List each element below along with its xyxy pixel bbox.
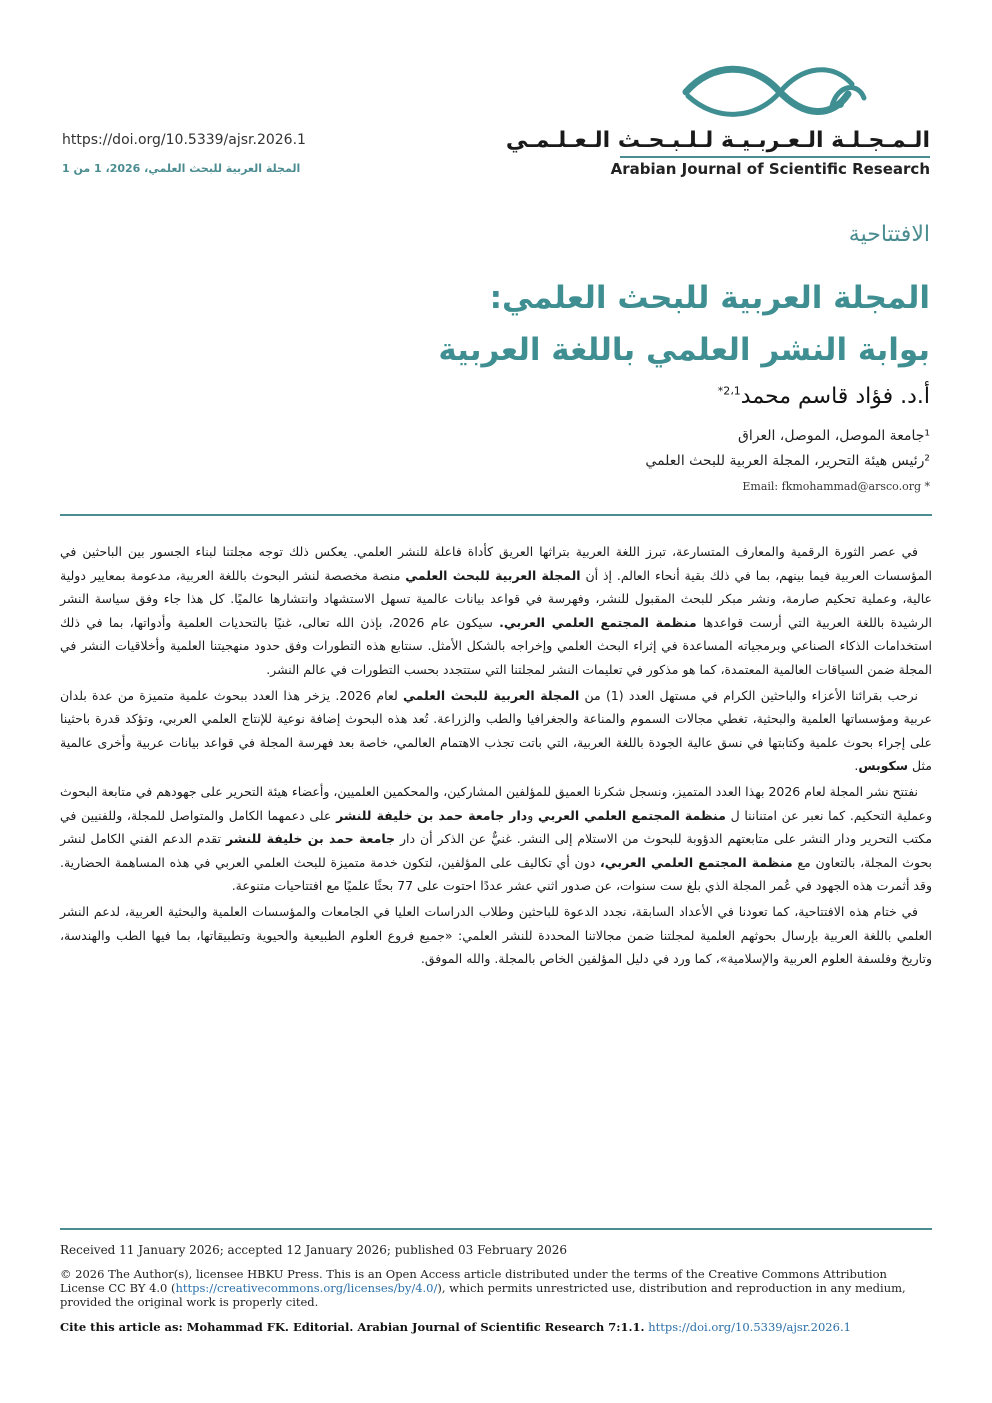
scopus-bold: سكوبس (858, 758, 909, 774)
text-run: و (527, 807, 538, 823)
cite-this-article (60, 1320, 851, 1334)
cite-label: Cite this article as: Mohammad FK. Editorial. Arabian Journal of Scientific Research 7:1.1. (60, 1320, 645, 1334)
footer-divider (60, 1228, 932, 1230)
journal-name-bold: المجلة العربية للبحث العلمي (405, 567, 581, 583)
journal-name-bold: المجلة العربية للبحث العلمي (402, 687, 580, 703)
article-title-line-2: بوابة النشر العلمي باللغة العربية (438, 332, 930, 368)
article-title (50, 272, 930, 376)
organization-name-bold: منظمة المجتمع العلمي العربي. (499, 614, 697, 630)
cite-doi-link[interactable]: https://doi.org/10.5339/ajsr.2026.1 (648, 1320, 851, 1334)
organization-name-bold: منظمة المجتمع العلمي العربي، (600, 854, 793, 870)
journal-name-arabic: الـمـجـلـة الـعـربـيـة لـلـبـحـث الـعـلـمـي (505, 128, 930, 153)
section-label: الافتتاحية (848, 222, 930, 247)
paragraph-2 (60, 684, 932, 778)
header-divider (60, 514, 932, 516)
author-email[interactable]: Email: fkmohammad@arsco.org * (742, 480, 930, 493)
journal-wave-logo-icon (682, 54, 870, 126)
article-title-line-1: المجلة العربية للبحث العلمي: (489, 280, 930, 316)
text-run: سيكون عام 2026، بإذن الله تعالى، غنيًا بالتحديات العلمية وأدواتها، بما في ذلك استخدامات الذكاء الصناعي وبرمجياته المساعدة في إثراء البحث العلمي وإخراجه بالشكل الأمثل. سنتابع هذه التطورات وفق حدود منهجيتنا العلمية وأخلاقيات النشر في المجلة ضمن السياقات العالمية المعتمدة، كما هو مذكور في تعليمات النشر لمجلتنا التي ستتجدد بحسب التطورات في عالم النشر. (60, 614, 932, 677)
running-citation: المجلة العربية للبحث العلمي، 2026، 1 من 1 (62, 162, 301, 175)
text-run: في عصر الثورة الرقمية والمعارف المتسارعة، تبرز اللغة العربية بتراثها العريق كأداة فاعلة للنشر العلمي. يعكس ذلك توجه مجلتنا لبناء الجسور بين الباحثين في المؤسسات العربية فيما بينهم، بما في ذلك بقية أنحاء العالم. إذ أن (60, 544, 932, 583)
publisher-name-bold: دار جامعة حمد بن خليفة للنشر (336, 807, 528, 823)
license-statement (60, 1267, 920, 1309)
paragraph-1 (60, 540, 932, 682)
text-run: نفتتح نشر المجلة لعام 2026 بهذا العدد المتميز، ونسجل شكرنا العميق للمؤلفين المشاركين، والمحكمين العلميين، وأعضاء هيئة التحرير على جهودهم في متابعة البحوث وعملية التحكيم. كما نعبر عن امتناننا ل (60, 783, 932, 823)
affiliation-2: ²رئيس هيئة التحرير، المجلة العربية للبحث العلمي (645, 453, 930, 469)
received-dates: Received 11 January 2026; accepted 12 January 2026; published 03 February 2026 (60, 1243, 568, 1257)
journal-name-divider (620, 156, 930, 158)
organization-name-bold: منظمة المجتمع العلمي العربي (537, 807, 726, 823)
text-run: دون أي تكاليف على المؤلفين، لتكون خدمة متميزة للبحث العلمي العربي في هذه المساهمة الحضارية. وقد أثمرت هذه الجهود في عُمر المجلة الذي بلغ ست سنوات، عن صدور اثني عشر عددًا احتوت على 77 بحثًا علميًا مع افتتاحيات متنوعة. (60, 854, 932, 894)
author-name (718, 384, 930, 409)
author-name-text: أ.د. فؤاد قاسم محمد (740, 384, 930, 409)
license-link[interactable]: https://creativecommons.org/licenses/by/4.0/ (175, 1281, 438, 1295)
text-run: . (854, 758, 859, 774)
license-text: © 2026 The Author(s), licensee HBKU Press. This is an Open Access article distributed under the terms of the Creative Commons Attribution License CC BY 4.0 ( (60, 1267, 887, 1295)
paragraph-4: في ختام هذه الافتتاحية، كما تعودنا في الأعداد السابقة، نجدد الدعوة للباحثين وطلاب الدراسات العليا في الجامعات والمؤسسات العلمية والبحثية العربية، لدعم النشر العلمي باللغة العربية بإرسال بحوثهم العلمية لمجلتنا ضمن مجالاتنا المحددة للنشر العلمي: «جميع فروع العلوم الطبيعية والحيوية وتطبيقاتها، بما فيها الطب والهندسة، وتاريخ وفلسفة العلوم العربية والإسلامية»، كما ورد في دليل المؤلفين الخاص بالمجلة. والله الموفق. (60, 903, 932, 967)
text-run: نرحب بقرائنا الأعزاء والباحثين الكرام في مستهل العدد (1) من (579, 687, 918, 703)
text-run: لعام 2026. يزخر هذا العدد ببحوث علمية متميزة من عدة بلدان عربية ومؤسساتها العلمية والبحثية، تغطي مجالات السموم والمناعة والجغرافيا والطب والزراعة. تُعد هذه البحوث إضافة نوعية للإنتاج العلمي العربي، وتؤكد قدرة باحثينا على إجراء بحوث علمية وكتابتها في نسق عالية الجودة باللغة العربية، التي باتت تجذب الاهتمام العالمي، خاصة بعد فهرسة المجلة في قواعد بيانات عربية وأخرى عالمية مثل (60, 687, 932, 774)
text-run: منصة مخصصة لنشر البحوث باللغة العربية، مدعومة بمعايير دولية عالية، وعملية تحكيم صارمة، ونشر مبكر للبحث المقبول للنشر، وفهرسة في قواعد بيانات عالمية تسهل الاستشهاد وانتشارها عالميًا. كل هذا جاء وفق سياسة النشر الرشيدة باللغة العربية التي أرست قواعدها (60, 567, 932, 630)
publisher-name-bold: جامعة حمد بن خليفة للنشر (225, 831, 396, 847)
text-run: على دعمهما الكامل والمتواصل للمجلة، وللفنيين في مكتب التحرير ودار النشر على متابعتهم الدؤوبة للبحوث من الاستلام إلى النشر. غنيٌّ عن الذكر أن دار (60, 807, 933, 847)
affiliation-1: ¹جامعة الموصل، الموصل، العراق (737, 428, 930, 444)
author-affiliation-marks: 2،1* (717, 384, 741, 398)
paragraph-3 (60, 780, 932, 898)
doi-link[interactable]: https://doi.org/10.5339/ajsr.2026.1 (62, 132, 306, 148)
text-run: تقدم الدعم الفني الكامل لنشر بحوث المجلة، بالتعاون مع (60, 831, 932, 870)
journal-name-english: Arabian Journal of Scientific Research (610, 160, 930, 178)
article-body (60, 540, 932, 973)
license-text: ), which permits unrestricted use, distribution and reproduction in any medium, provided the original work is properly cited. (60, 1281, 906, 1309)
